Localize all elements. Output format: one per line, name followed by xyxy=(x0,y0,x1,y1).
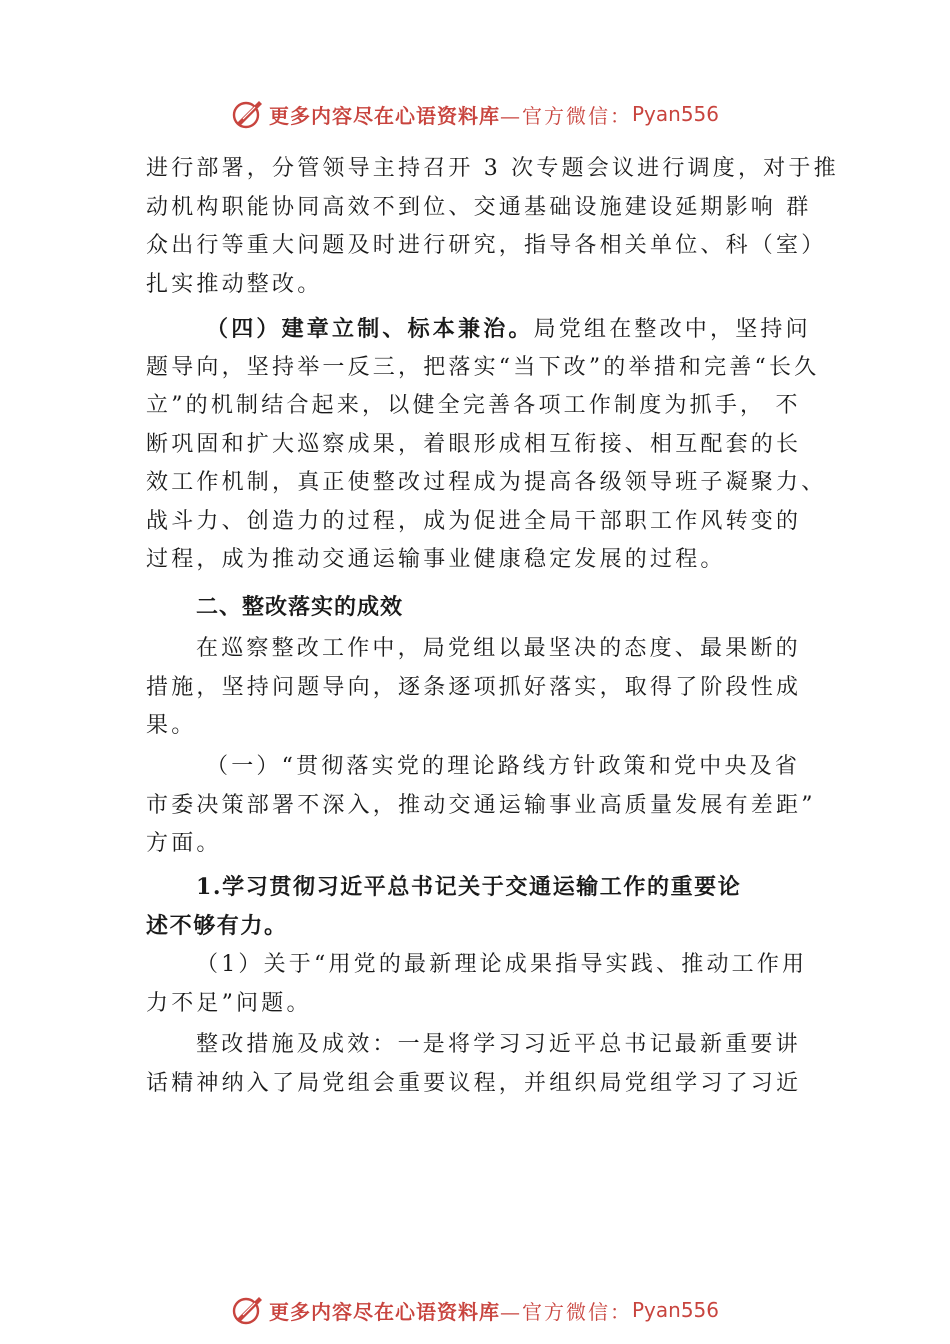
paragraph-continuation xyxy=(146,150,839,304)
text-line: 进行部署，分管领导主持召开 3 次专题会议进行调度，对于推 xyxy=(146,156,839,181)
text-line: 话精神纳入了局党组会重要议程，并组织局党组学习了习近 xyxy=(146,1070,802,1096)
section-four-first-line: 局党组在整改中，坚持问 xyxy=(533,317,811,342)
section-heading xyxy=(146,588,836,627)
text-line: 动机构职能协同高效不到位、交通基础设施建设延期影响 群 xyxy=(146,194,812,220)
paragraph-summary xyxy=(146,630,836,746)
paragraph-section-four xyxy=(146,310,836,580)
text-line: 力不足”问题。 xyxy=(146,990,312,1016)
text-line: （1）关于“用党的最新理论成果指导实践、推动工作用 xyxy=(196,952,808,977)
text-line: （一）“贯彻落实党的理论路线方针政策和党中央及省 xyxy=(206,754,801,779)
text-line xyxy=(146,310,836,349)
heading-results: 二、整改落实的成效 xyxy=(196,594,404,620)
banner-official-label: —官方微信： xyxy=(499,103,632,128)
text-line: 众出行等重大问题及时进行研究，指导各相关单位、科（室） xyxy=(146,233,827,258)
text-line: 断巩固和扩大巡察成果，着眼形成相互衔接、相互配套的长 xyxy=(146,431,802,457)
feather-pen-logo-icon xyxy=(231,1293,265,1327)
text-line: 整改措施及成效：一是将学习习近平总书记最新重要讲 xyxy=(196,1032,801,1057)
text-line: 措施，坚持问题导向，逐条逐项抓好落实，取得了阶段性成 xyxy=(146,674,802,700)
text-line: 述不够有力。 xyxy=(146,912,288,939)
paragraph-subheading xyxy=(146,868,836,945)
text-line: 市委决策部署不深入，推动交通运输事业高质量发展有差距” xyxy=(146,792,816,818)
header-banner xyxy=(0,94,950,134)
banner-text: 更多内容尽在心语资料库 xyxy=(268,1299,500,1324)
text-line: 扎实推动整改。 xyxy=(146,271,323,297)
text-line: 题导向，坚持举一反三，把落实“当下改”的举措和完善“长久 xyxy=(146,354,820,380)
text-line: 果。 xyxy=(146,713,197,738)
banner-wechat-id: Pyan556 xyxy=(631,1298,719,1322)
paragraph-measures xyxy=(146,1026,836,1103)
text-line: 方面。 xyxy=(146,831,222,856)
banner-wechat-id: Pyan556 xyxy=(631,102,719,126)
text-line: 过程，成为推动交通运输事业健康稳定发展的过程。 xyxy=(146,547,726,572)
banner-official-label: —官方微信： xyxy=(499,1299,632,1324)
banner-text: 更多内容尽在心语资料库 xyxy=(268,103,500,128)
feather-pen-logo-icon xyxy=(231,97,265,131)
text-line: 战斗力、创造力的过程，成为促进全局干部职工作风转变的 xyxy=(146,508,802,534)
text-line: 在巡察整改工作中，局党组以最坚决的态度、最果断的 xyxy=(196,636,801,661)
footer-banner xyxy=(0,1290,950,1330)
text-line: 效工作机制，真正使整改过程成为提高各级领导班子凝聚力、 xyxy=(146,470,827,495)
paragraph-item-one xyxy=(146,748,836,864)
section-four-heading: （四）建章立制、标本兼治。 xyxy=(206,316,534,342)
paragraph-issue xyxy=(146,946,836,1023)
text-line: 立”的机制结合起来，以健全完善各项工作制度为抓手， 不 xyxy=(146,393,801,418)
text-line: 1.学习贯彻习近平总书记关于交通运输工作的重要论 xyxy=(196,874,742,900)
